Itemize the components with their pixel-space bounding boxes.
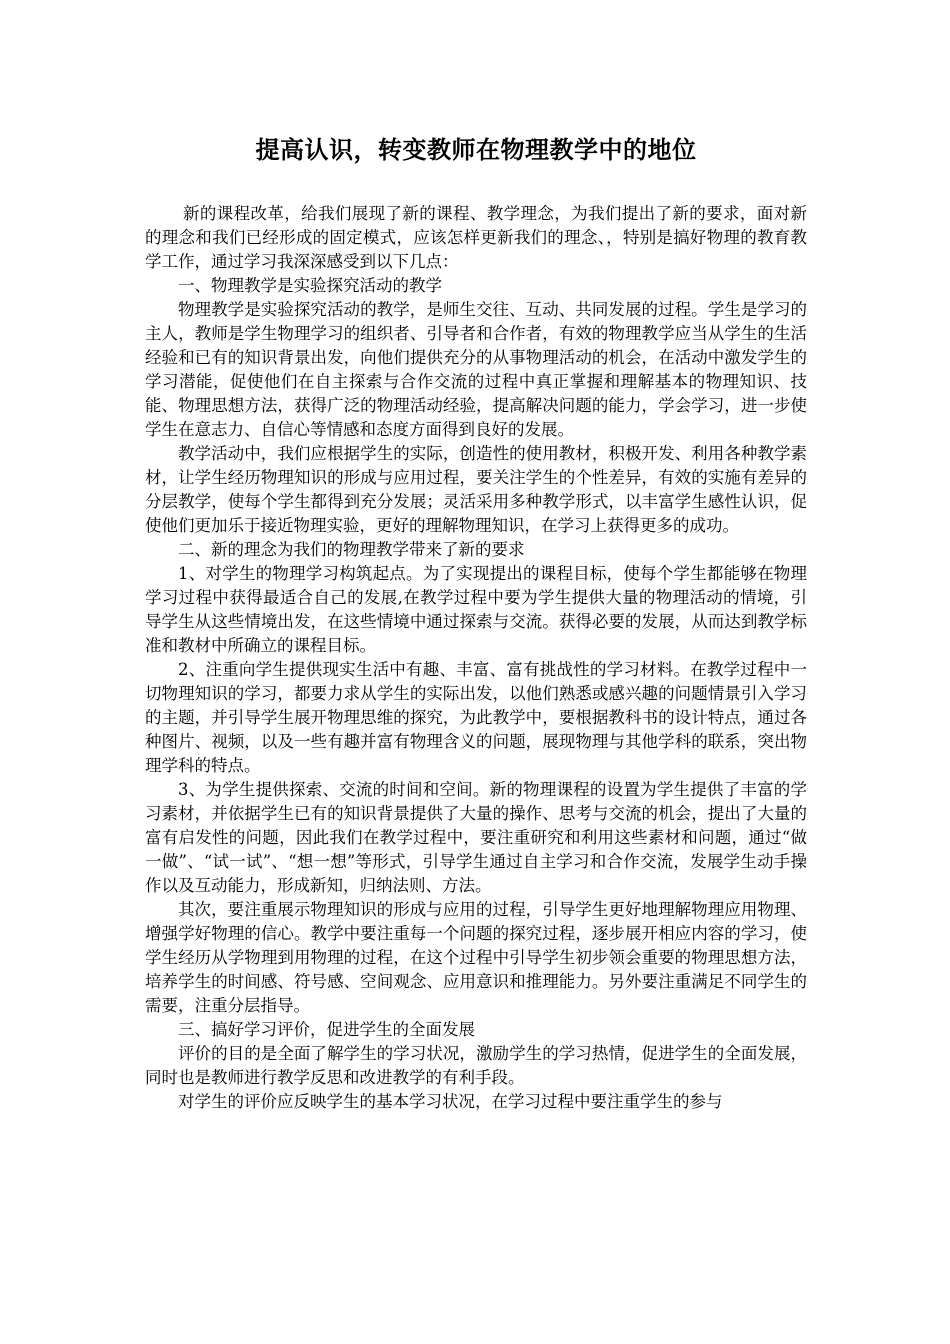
document-page — [145, 130, 807, 1114]
body-paragraph: 3、为学生提供探索、交流的时间和空间。新的物理课程的设置为学生提供了丰富的学习素材，并依据学生已有的知识背景提供了大量的操作、思考与交流的机会，提出了大量的富有启发性的问题，因此我们在教学过程中，要注重研究和利用这些素材和问题，通过“做一做”、“试一试”、“想一想”等形式，引导学生通过自主学习和合作交流，发展学生动手操作以及互动能力，形成新知，归纳法则、方法。 — [145, 780, 807, 895]
body-paragraph: 其次，要注重展示物理知识的形成与应用的过程，引导学生更好地理解物理应用物理、增强学好物理的信心。教学中要注重每一个问题的探究过程，逐步展开相应内容的学习，使学生经历从学物理到用物理的过程，在这个过程中引导学生初步领会重要的物理思想方法，培养学生的时间感、符号感、空间观念、应用意识和推理能力。另外要注重满足不同学生的需要，注重分层指导。 — [145, 900, 807, 1015]
section-heading-1: 一、物理教学是实验探究活动的教学 — [178, 276, 442, 295]
section-heading-3: 三、搞好学习评价，促进学生的全面发展 — [178, 1020, 475, 1039]
document-body — [145, 202, 807, 1114]
section-heading-2: 二、新的理念为我们的物理教学带来了新的要求 — [178, 540, 525, 559]
body-paragraph: 评价的目的是全面了解学生的学习状况，激励学生的学习热情，促进学生的全面发展，同时也是教师进行教学反思和改进教学的有利手段。 — [145, 1044, 807, 1087]
body-paragraph: 1、对学生的物理学习构筑起点。为了实现提出的课程目标，使每个学生都能够在物理学习过程中获得最适合自己的发展,在教学过程中要为学生提供大量的物理活动的情境，引导学生从这些情境出发，在这些情境中通过探索与交流。获得必要的发展，从而达到教学标准和教材中所确立的课程目标。 — [145, 564, 807, 655]
body-paragraph: 对学生的评价应反映学生的基本学习状况，在学习过程中要注重学生的参与 — [178, 1092, 723, 1111]
body-paragraph: 教学活动中，我们应根据学生的实际，创造性的使用教材，积极开发、利用各种教学素材，让学生经历物理知识的形成与应用过程，要关注学生的个性差异，有效的实施有差异的分层教学，使每个学生都得到充分发展；灵活采用多种教学形式，以丰富学生感性认识，促使他们更加乐于接近物理实验，更好的理解物理知识，在学习上获得更多的成功。 — [145, 444, 807, 535]
intro-paragraph: 新的课程改革，给我们展现了新的课程、教学理念，为我们提出了新的要求，面对新的理念和我们已经形成的固定模式，应该怎样更新我们的理念、，特别是搞好物理的教育教学工作，通过学习我深深感受到以下几点： — [145, 204, 807, 271]
body-paragraph: 物理教学是实验探究活动的教学，是师生交往、互动、共同发展的过程。学生是学习的主人，教师是学生物理学习的组织者、引导者和合作者，有效的物理教学应当从学生的生活经验和已有的知识背景出发，向他们提供充分的从事物理活动的机会，在活动中激发学生的学习潜能，促使他们在自主探索与合作交流的过程中真正掌握和理解基本的物理知识、技能、物理思想方法，获得广泛的物理活动经验，提高解决问题的能力，学会学习，进一步使学生在意志力、自信心等情感和态度方面得到良好的发展。 — [145, 300, 807, 439]
document-title: 提高认识，转变教师在物理教学中的地位 — [255, 135, 697, 164]
body-paragraph: 2、注重向学生提供现实生活中有趣、丰富、富有挑战性的学习材料。在教学过程中一切物理知识的学习，都要力求从学生的实际出发，以他们熟悉或感兴趣的问题情景引入学习的主题，并引导学生展开物理思维的探究，为此教学中，要根据教科书的设计特点，通过各种图片、视频，以及一些有趣并富有物理含义的问题，展现物理与其他学科的联系，突出物理学科的特点。 — [145, 660, 807, 775]
